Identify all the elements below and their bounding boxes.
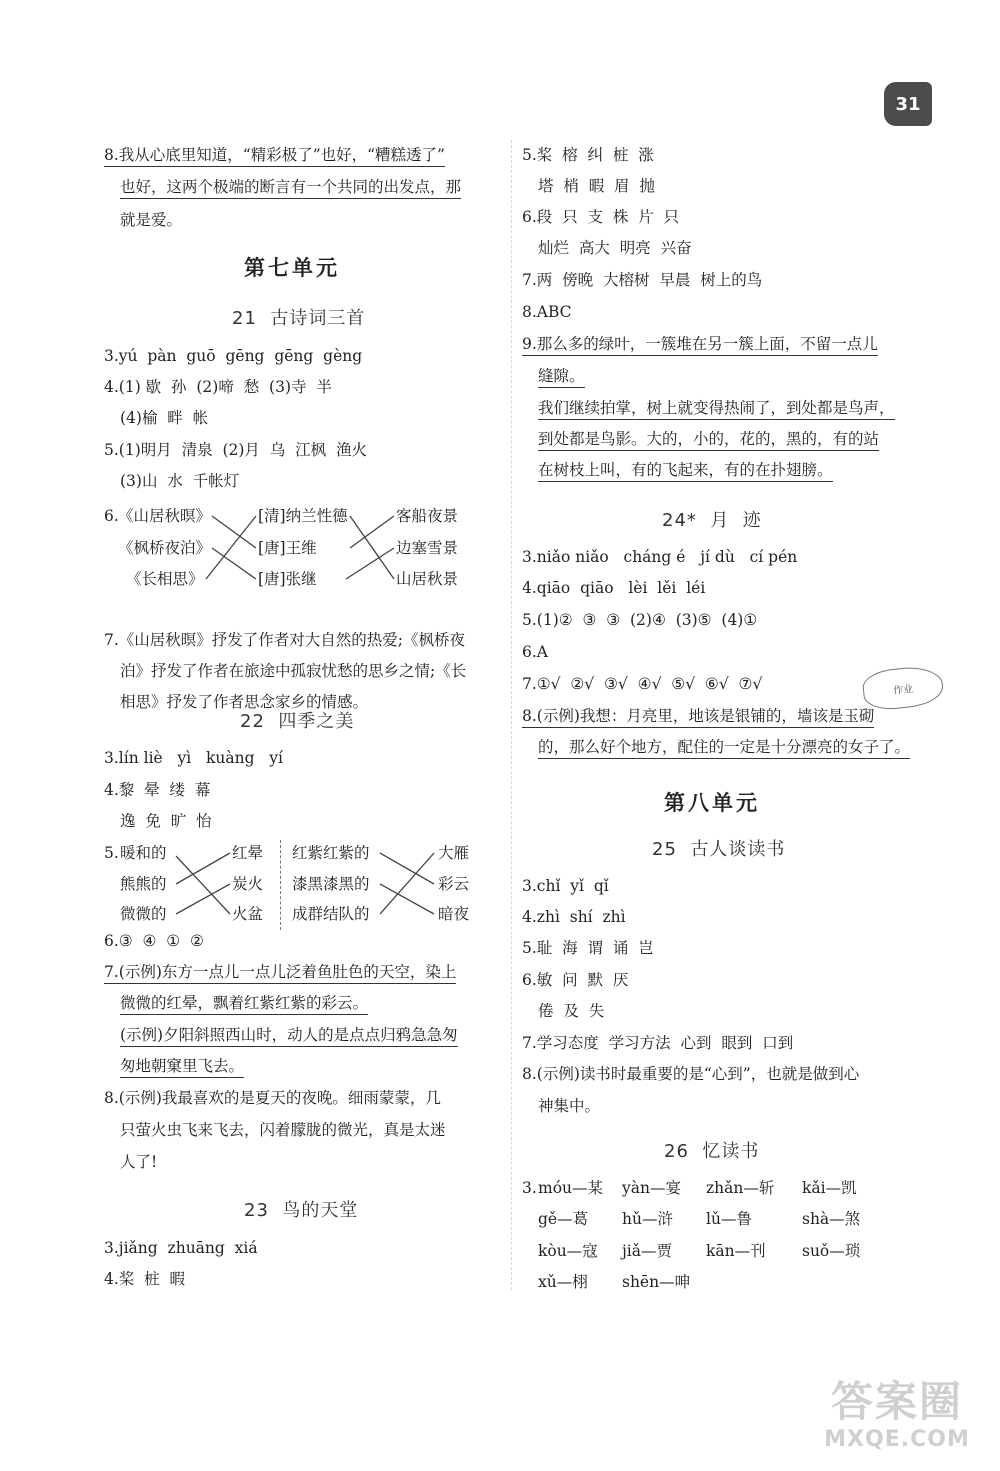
answer-line: 5.(1)② ③ ③ (2)④ (3)⑤ (4)① (522, 611, 758, 629)
pinyin-pair: shà—煞 (802, 1210, 861, 1228)
answer-line: 3.niǎo niǎo cháng é jí dù cí pén (522, 548, 798, 566)
match-item: 微微的 (120, 905, 167, 923)
answer-line: 7.两 傍晚 大榕树 早晨 树上的鸟 (522, 271, 763, 289)
match-item: 熊熊的 (120, 875, 167, 893)
answer-line: 3.jiǎng zhuāng xiá (104, 1239, 258, 1257)
answer-line: 8.(示例)读书时最重要的是“心到”，也就是做到心 (522, 1065, 860, 1083)
pinyin-pair: yàn—宴 (622, 1179, 681, 1197)
answer-line: 5.(1)明月 清泉 (2)月 乌 江枫 渔火 (104, 441, 367, 459)
match-item: 大雁 (438, 844, 470, 862)
answer-line: 7.(示例)东方一点儿一点儿泛着鱼肚色的天空，染上 (104, 962, 456, 982)
match-item: [唐]王维 (258, 539, 317, 557)
answer-line: 4.qiāo qiāo lèi lěi léi (522, 579, 706, 597)
answer-line: 到处都是鸟影。大的，小的，花的，黑的，有的站 (538, 429, 879, 449)
match-item: 《长相思》 (126, 570, 204, 588)
answer-line: (示例)夕阳斜照西山时，动人的是点点归鸦急急匆 (120, 1025, 458, 1045)
match-item: 山居秋景 (396, 570, 459, 588)
answer-line: 灿烂 高大 明亮 兴奋 (538, 239, 692, 257)
lesson-title: 23 鸟的天堂 (244, 1200, 359, 1221)
answer-line: 也好，这两个极端的断言有一个共同的出发点，那 (120, 177, 461, 197)
answer-line: 7.《山居秋暝》抒发了作者对大自然的热爱;《枫桥夜 (104, 631, 466, 649)
answer-line: 3.chǐ yǐ qǐ (522, 877, 609, 895)
pinyin-pair: kān—刊 (706, 1242, 766, 1260)
match-item: 炭火 (232, 875, 264, 893)
answer-line: 塔 梢 暇 眉 抛 (538, 177, 655, 195)
answer-line: 7.①√ ②√ ③√ ④√ ⑤√ ⑥√ ⑦√ (522, 675, 763, 693)
lesson-title: 25 古人谈读书 (652, 839, 786, 860)
match-item: [唐]张继 (258, 570, 317, 588)
answer-line: 8.(示例)我最喜欢的是夏天的夜晚。细雨蒙蒙，几 (104, 1089, 441, 1107)
answer-line: 5.桨 榕 纠 桩 涨 (522, 146, 654, 164)
pinyin-pair: kòu—寇 (538, 1242, 598, 1260)
match-item: 红晕 (232, 844, 264, 862)
pinyin-pair: zhǎn—斩 (706, 1179, 775, 1197)
answer-line: 5.耻 海 谓 诵 岂 (522, 939, 654, 957)
answer-line: 4.zhì shí zhì (522, 908, 626, 926)
answer-line: 4.桨 桩 暇 (104, 1270, 185, 1288)
answer-line: 我们继续拍掌，树上就变得热闹了，到处都是鸟声， (538, 398, 895, 418)
lesson-title: 24* 月 迹 (662, 510, 762, 531)
pinyin-pair: lǔ—鲁 (706, 1210, 752, 1228)
answer-line: 6.段 只 支 株 片 只 (522, 208, 680, 226)
answer-line: 就是爱。 (120, 211, 183, 229)
match-item: 客船夜景 (396, 507, 459, 525)
question-number: 6. (104, 507, 119, 525)
answer-line: 3.yú pàn guō gēng gēng gèng (104, 347, 363, 365)
answer-line: 9.那么多的绿叶，一簇堆在另一簇上面，不留一点儿 (522, 334, 878, 354)
answer-line: 3.lín liè yì kuàng yí (104, 749, 283, 767)
answer-line: 泊》抒发了作者在旅途中孤寂忧愁的思乡之情;《长 (120, 662, 467, 680)
match-item: [清]纳兰性德 (258, 507, 348, 525)
match-item: 暗夜 (438, 905, 470, 923)
match-item: 边塞雪景 (396, 539, 459, 557)
pinyin-pair: hǔ—浒 (622, 1210, 673, 1228)
page-number: 31 (884, 82, 932, 126)
match-item: 火盆 (232, 905, 264, 923)
answer-line: 只萤火虫飞来飞去，闪着朦胧的微光，真是太迷 (120, 1121, 446, 1139)
answer-line: 6.③ ④ ① ② (104, 932, 204, 950)
pinyin-pair: suǒ—琐 (802, 1242, 861, 1260)
lesson-title: 22 四季之美 (240, 711, 355, 732)
pinyin-pair: kǎi—凯 (802, 1179, 857, 1197)
homework-stamp: 作业 (861, 664, 945, 712)
answer-line: (4)榆 畔 帐 (120, 409, 209, 427)
pinyin-pair: gě—葛 (538, 1210, 589, 1228)
pinyin-pair: shēn—呻 (622, 1273, 691, 1291)
match-item: 红紫红紫的 (292, 844, 370, 862)
match-item: 《枫桥夜泊》 (118, 539, 212, 557)
pinyin-pair: xǔ—栩 (538, 1273, 588, 1291)
answer-line: 4.黎 晕 缕 幕 (104, 781, 211, 799)
pinyin-pair: móu—某 (538, 1179, 604, 1197)
answer-line: 7.学习态度 学习方法 心到 眼到 口到 (522, 1034, 794, 1052)
question-number: 5. (104, 844, 119, 862)
answer-line: 微微的红晕，飘着红紫红紫的彩云。 (120, 993, 368, 1013)
answer-line: 神集中。 (538, 1097, 601, 1115)
match-separator (280, 840, 281, 930)
answer-line: 8.ABC (522, 303, 572, 321)
answer-line: (3)山 水 千帐灯 (120, 472, 240, 490)
answer-line: 6.A (522, 643, 548, 661)
answer-line: 相思》抒发了作者思念家乡的情感。 (120, 693, 369, 711)
match-item: 彩云 (438, 875, 470, 893)
answer-line: 倦 及 失 (538, 1002, 605, 1020)
answer-line: 8.(示例)我想：月亮里，地该是银铺的，墙该是玉砌 (522, 706, 874, 726)
answer-line: 匆地朝窠里飞去。 (120, 1056, 244, 1076)
answer-line: 的，那么好个地方，配住的一定是十分漂亮的女子了。 (538, 737, 910, 757)
lesson-title: 21 古诗词三首 (232, 308, 366, 329)
match-item: 暖和的 (120, 844, 167, 862)
watermark-logo: 答案圈 MXQE.COM (824, 1377, 970, 1452)
answer-line: 缝隙。 (538, 366, 585, 386)
match-item: 《山居秋暝》 (118, 507, 212, 525)
answer-line: 4.(1) 歇 孙 (2)啼 愁 (3)寺 半 (104, 378, 332, 396)
answer-line: 逸 免 旷 怡 (120, 812, 212, 830)
match-item: 成群结队的 (292, 905, 370, 923)
pinyin-pair: jiǎ—贾 (622, 1242, 673, 1260)
question-number: 3. (522, 1179, 537, 1197)
unit-heading: 第八单元 (664, 791, 760, 815)
match-item: 漆黑漆黑的 (292, 875, 370, 893)
answer-line: 在树枝上叫，有的飞起来，有的在扑翅膀。 (538, 460, 833, 480)
answer-line: 6.敏 问 默 厌 (522, 971, 629, 989)
answer-line: 人了! (120, 1153, 158, 1171)
unit-heading: 第七单元 (244, 256, 340, 280)
answer-line: 8.我从心底里知道，“精彩极了”也好，“糟糕透了” (104, 145, 445, 165)
lesson-title: 26 忆读书 (664, 1141, 760, 1162)
